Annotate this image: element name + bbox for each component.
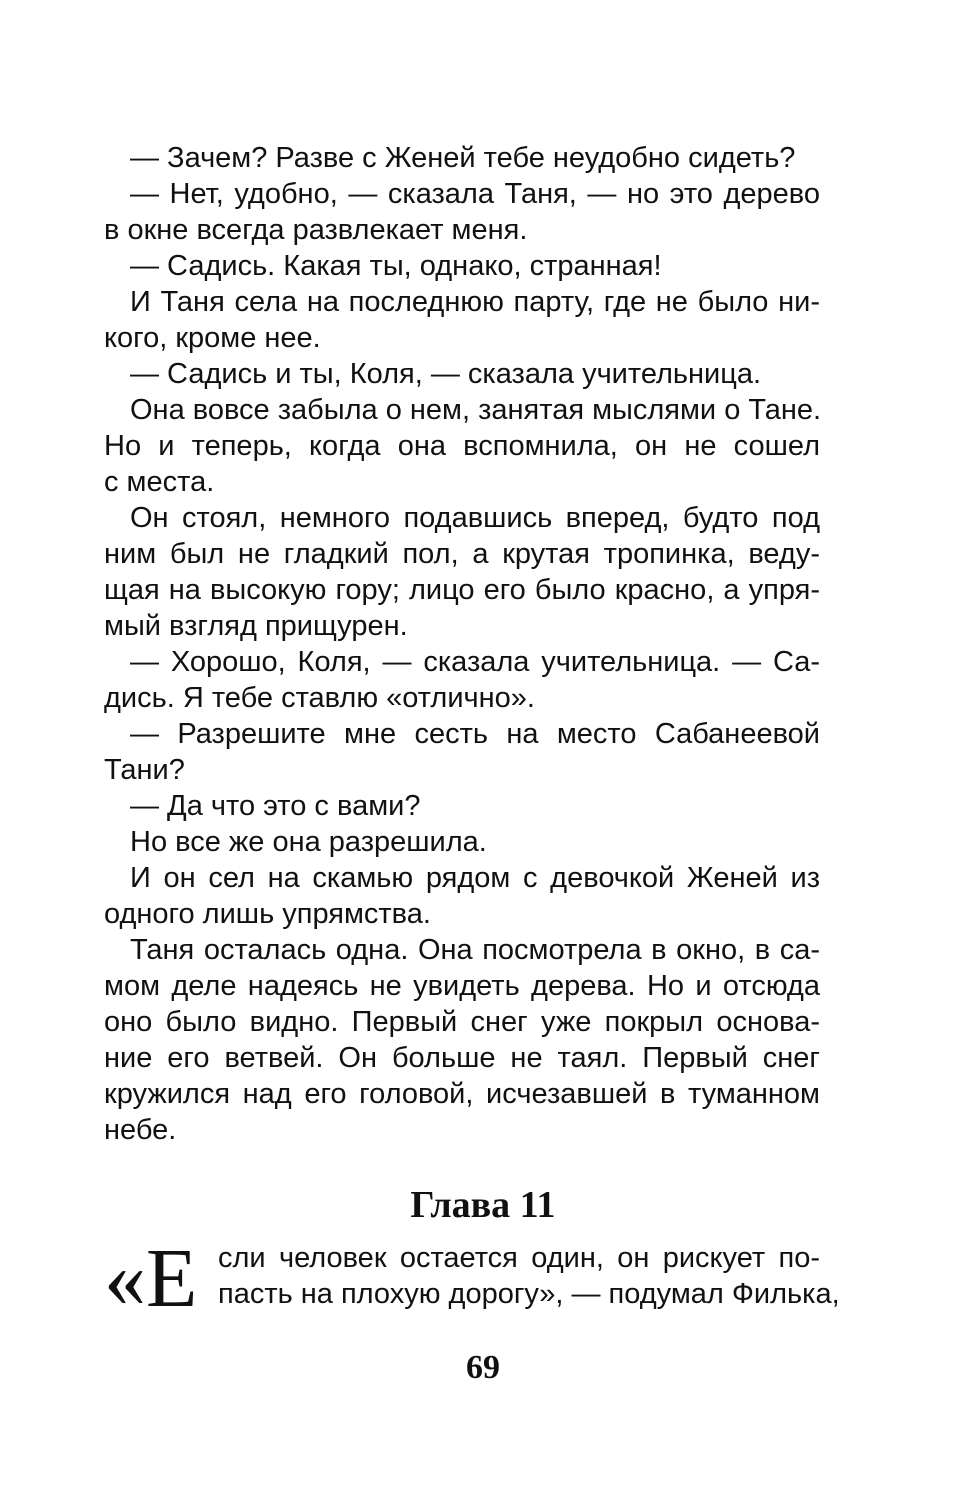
chapter-heading: Глава 11 — [410, 1184, 556, 1226]
text-line: — Садись. Какая ты, однако, странная! — [130, 250, 662, 282]
text-line: пасть на плохую дорогу», — подумал Филька, — [218, 1278, 840, 1310]
text-line: небе. — [104, 1114, 177, 1146]
text-line: с места. — [104, 466, 215, 498]
text-line: сли человек остается один, он рискует по- — [218, 1242, 820, 1274]
text-line: И он сел на скамью рядом с девочкой Женей из — [130, 862, 820, 894]
text-line: мом деле надеясь не увидеть дерева. Но и отсюда — [104, 970, 820, 1002]
text-line: — Садись и ты, Коля, — сказала учительница. — [130, 358, 762, 390]
text-line: И Таня села на последнюю парту, где не было ни- — [130, 286, 820, 318]
text-line: — Да что это с вами? — [130, 790, 421, 822]
text-line: кружился над его головой, исчезавшей в туманном — [104, 1078, 820, 1110]
text-line: ние его ветвей. Он больше не таял. Первый снег — [104, 1042, 820, 1074]
body-text — [104, 140, 820, 1148]
text-line: — Зачем? Разве с Женей тебе неудобно сидеть? — [130, 142, 796, 174]
text-line: дись. Я тебе ставлю «отлично». — [104, 682, 535, 714]
page-number: 69 — [466, 1349, 500, 1386]
text-line: Она вовсе забыла о нем, занятая мыслями о Тане. — [130, 394, 822, 426]
chapter-opening — [104, 1232, 840, 1325]
text-line: — Разрешите мне сесть на место Сабанеевой — [130, 718, 820, 750]
text-line: — Хорошо, Коля, — сказала учительница. — Са- — [130, 646, 820, 678]
text-line: ним был не гладкий пол, а крутая тропинка, веду- — [104, 538, 820, 570]
text-line: Но все же она разрешила. — [130, 826, 487, 858]
text-line: Он стоял, немного подавшись вперед, будто под — [130, 502, 820, 534]
text-line: — Нет, удобно, — сказала Таня, — но это дерево — [130, 178, 820, 210]
text-line: Но и теперь, когда она вспомнила, он не сошел — [104, 430, 820, 462]
text-line: в окне всегда развлекает меня. — [104, 214, 528, 246]
text-line: Тани? — [104, 754, 185, 786]
text-line: щая на высокую гору; лицо его было красно, а упря- — [104, 574, 820, 606]
opening-paragraph — [218, 1240, 840, 1312]
text-line: одного лишь упрямства. — [104, 898, 431, 930]
text-line: мый взгляд прищурен. — [104, 610, 408, 642]
text-line: оно было видно. Первый снег уже покрыл основа- — [104, 1006, 820, 1038]
text-line: Таня осталась одна. Она посмотрела в окно, в са- — [130, 934, 820, 966]
text-line: кого, кроме нее. — [104, 322, 321, 354]
drop-cap: «Е — [104, 1232, 198, 1325]
